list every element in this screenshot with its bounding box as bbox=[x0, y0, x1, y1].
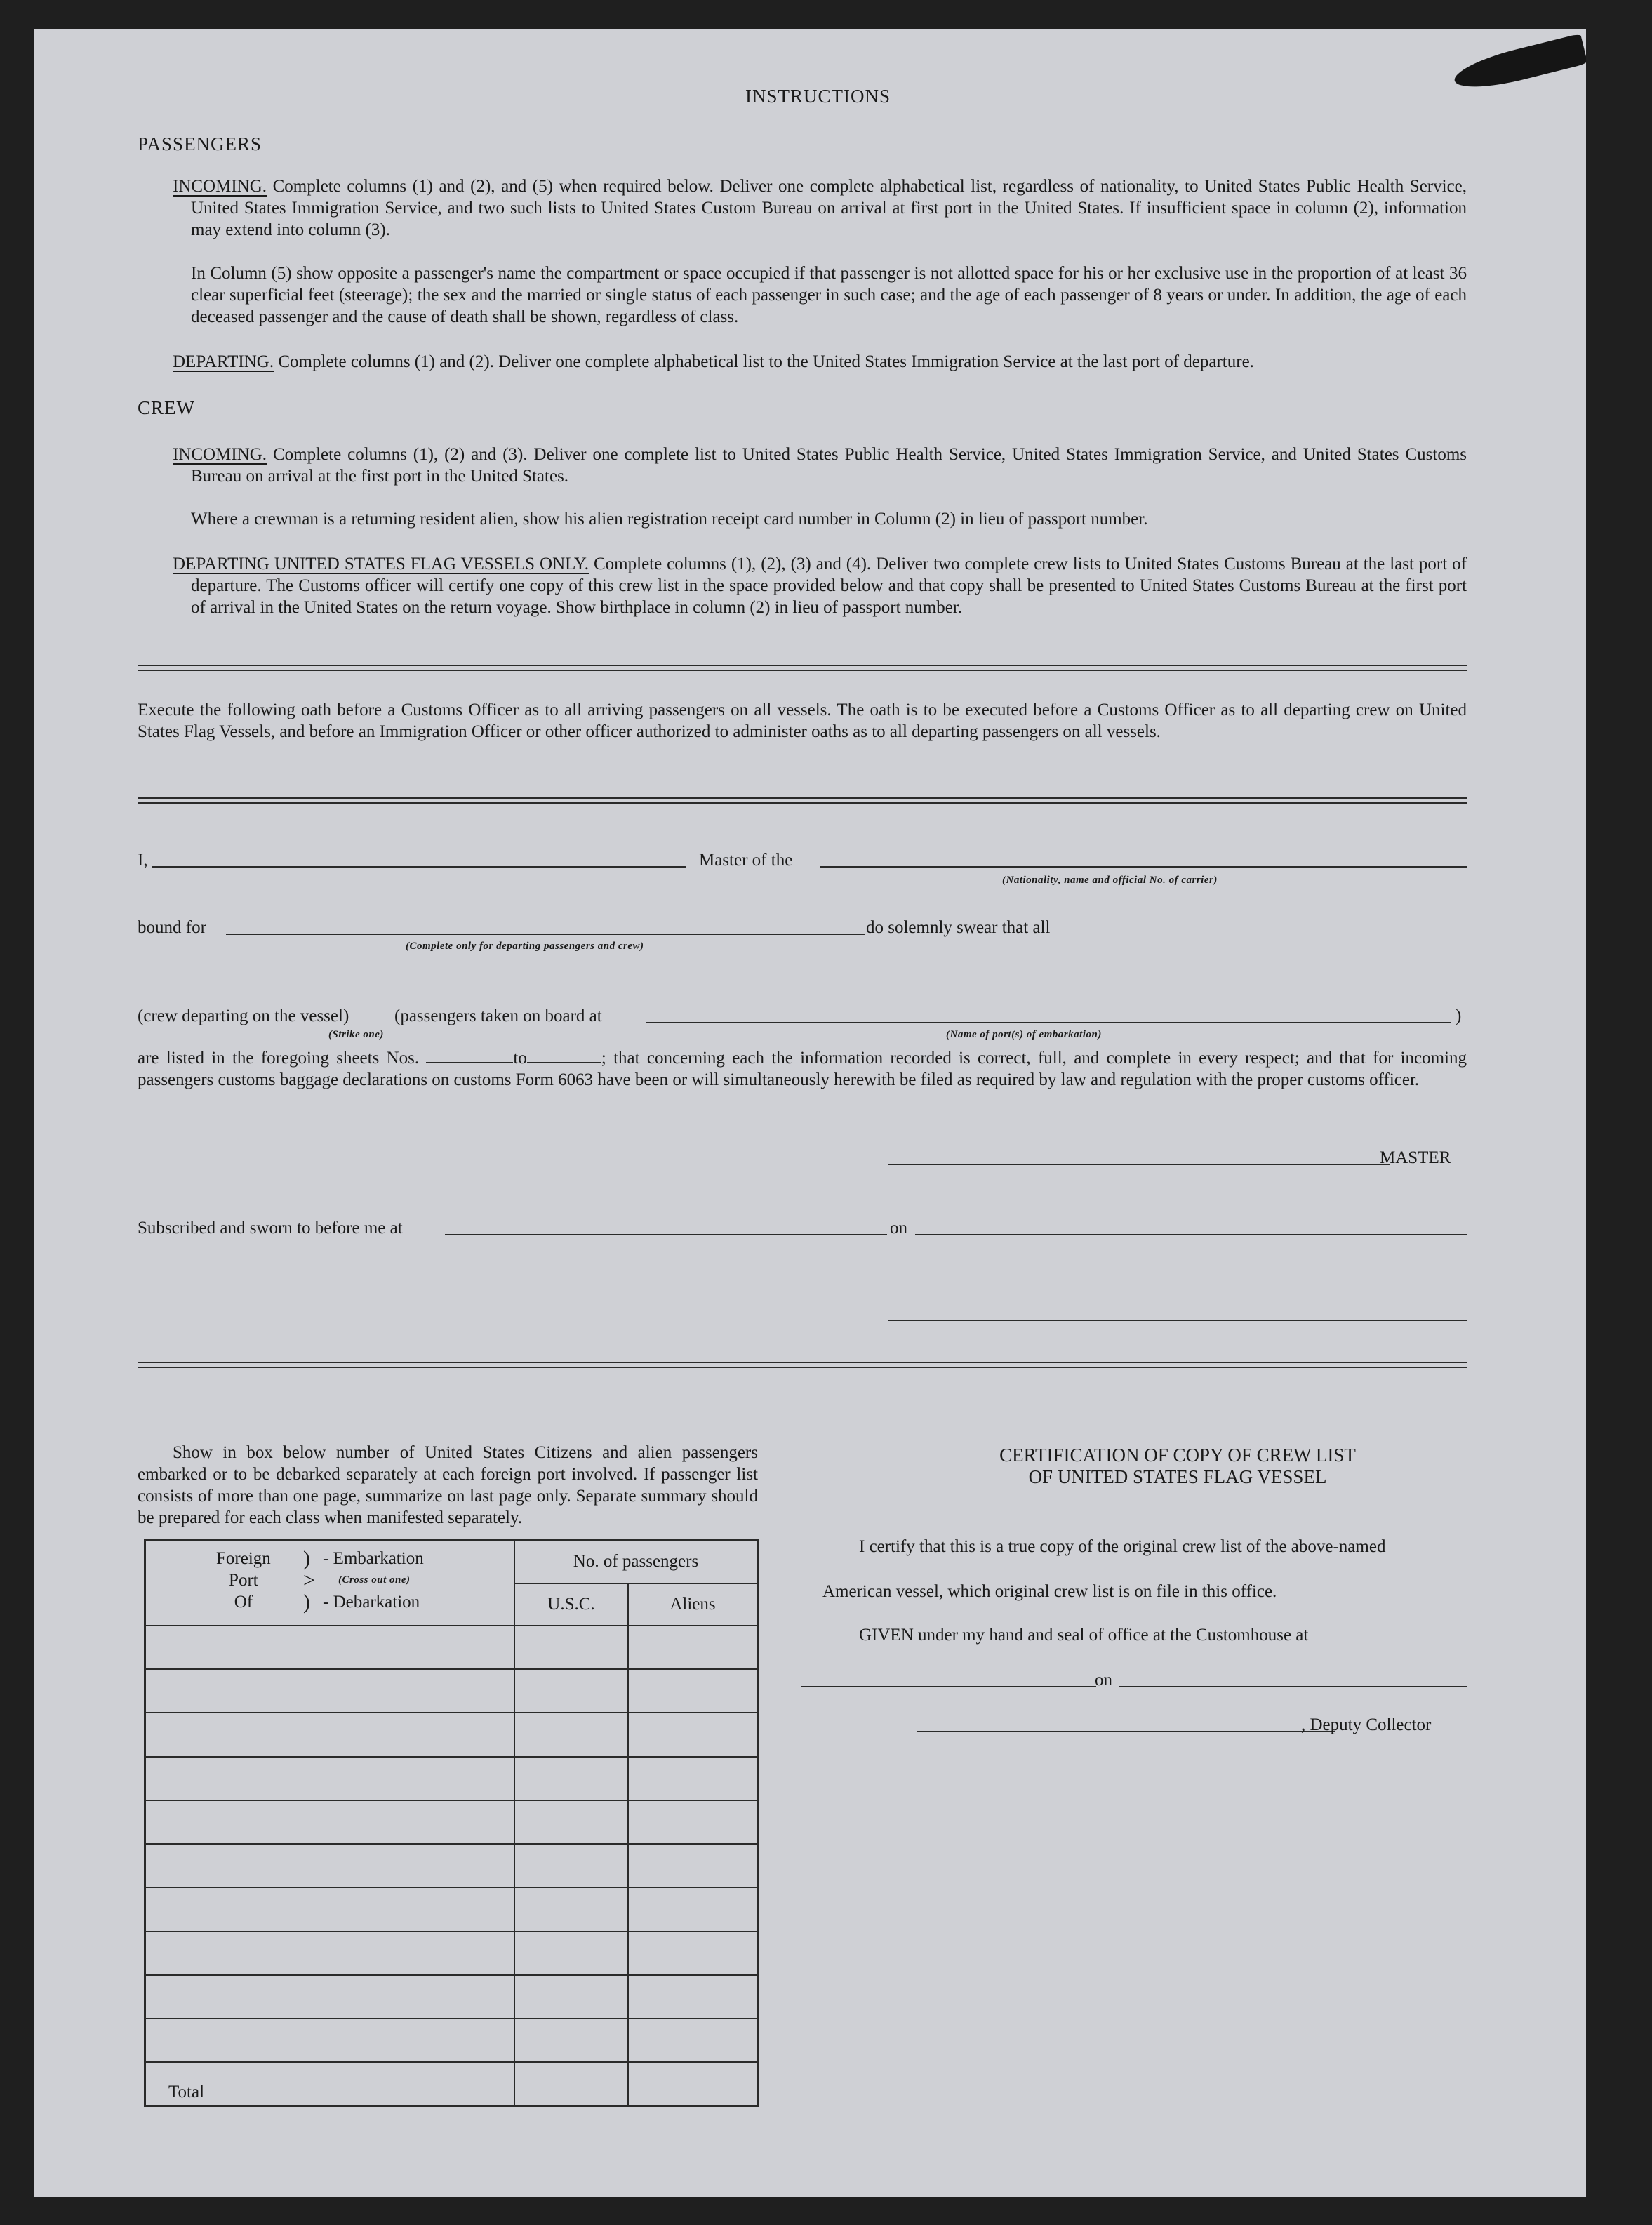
sworn-on-field[interactable] bbox=[915, 1234, 1467, 1235]
oath-intro-paragraph: Execute the following oath before a Customs Officer as to all arriving passengers on all vessels. The oath is to be executed before a Customs Officer as to all departing crew on United States Flag Vessels, and before an Immigration Officer or other officer authorized to administer oaths as to all departing passengers on all vessels. bbox=[138, 700, 1467, 741]
table-row bbox=[145, 1844, 758, 1887]
aliens-cell[interactable] bbox=[628, 1669, 758, 1713]
to-label: to bbox=[513, 1049, 527, 1068]
usc-cell[interactable] bbox=[514, 1757, 628, 1800]
subscribed-label: Subscribed and sworn to before me at bbox=[138, 1218, 403, 1237]
sheet-to-field[interactable] bbox=[527, 1048, 601, 1063]
ports-caption: (Name of port(s) of embarkation) bbox=[946, 1029, 1102, 1040]
nationality-caption: (Nationality, name and official No. of carrier) bbox=[1002, 875, 1218, 886]
port-cell[interactable] bbox=[145, 1887, 515, 1931]
summary-instructions: Show in box below number of United States Citizens and alien passengers embarked or to be debarked separately at each foreign port involved. If passenger list consists of more than one page, summarize on last page only. Separate summary should be prepared for each class when manifested separately. bbox=[138, 1443, 758, 1527]
crew-departing-label: DEPARTING UNITED STATES FLAG VESSELS ONLY. bbox=[173, 554, 589, 573]
aliens-cell[interactable] bbox=[628, 1626, 758, 1669]
cross-out-caption: (Cross out one) bbox=[338, 1574, 411, 1586]
passengers-section-label: PASSENGERS bbox=[138, 133, 262, 154]
customhouse-field[interactable] bbox=[801, 1686, 1096, 1687]
table-row bbox=[145, 1887, 758, 1931]
total-aliens-cell[interactable] bbox=[628, 2062, 758, 2106]
table-row bbox=[145, 1669, 758, 1713]
master-name-field[interactable] bbox=[152, 866, 686, 868]
master-label: MASTER bbox=[1380, 1148, 1451, 1167]
embarkation-ports-field[interactable] bbox=[646, 1022, 1451, 1023]
no-of-passengers-header: No. of passengers bbox=[514, 1540, 758, 1583]
divider bbox=[138, 1362, 1467, 1368]
passengers-incoming-label: INCOMING. bbox=[173, 177, 267, 196]
aliens-cell[interactable] bbox=[628, 1757, 758, 1800]
aliens-header: Aliens bbox=[628, 1583, 758, 1626]
table-row bbox=[145, 1757, 758, 1800]
passengers-departing-label: DEPARTING. bbox=[173, 352, 274, 371]
passenger-summary-table bbox=[144, 1539, 759, 2107]
aliens-cell[interactable] bbox=[628, 1844, 758, 1887]
debarkation-option[interactable]: - Debarkation bbox=[323, 1593, 420, 1612]
port-label: Port bbox=[229, 1571, 258, 1590]
crew-incoming-label: INCOMING. bbox=[173, 445, 267, 464]
port-cell[interactable] bbox=[145, 1713, 515, 1756]
certification-title bbox=[827, 1444, 1528, 1488]
usc-cell[interactable] bbox=[514, 1669, 628, 1713]
close-paren: ) bbox=[1456, 1007, 1462, 1025]
aliens-cell[interactable] bbox=[628, 1887, 758, 1931]
aliens-cell[interactable] bbox=[628, 1975, 758, 2019]
passengers-departing-text: Complete columns (1) and (2). Deliver one complete alphabetical list to the United States Immigration Service at the last port of departure. bbox=[278, 352, 1254, 371]
table-row bbox=[145, 2019, 758, 2062]
total-usc-cell[interactable] bbox=[514, 2062, 628, 2106]
deputy-collector-label: , Deputy Collector bbox=[1301, 1715, 1432, 1734]
usc-cell[interactable] bbox=[514, 1713, 628, 1756]
port-cell[interactable] bbox=[145, 1626, 515, 1669]
bound-for-field[interactable] bbox=[226, 934, 865, 935]
table-row bbox=[145, 1800, 758, 1844]
crew-incoming-text: Complete columns (1), (2) and (3). Deliver one complete list to United States Public Health Service, United States Immigration Service, and United States Customs Bureau on arrival at the first port in the United States. bbox=[191, 445, 1467, 486]
passengers-incoming-paragraph bbox=[173, 175, 1467, 241]
certify-line1: I certify that this is a true copy of the original crew list of the above-named bbox=[859, 1537, 1386, 1556]
master-signature-field[interactable] bbox=[888, 1164, 1390, 1165]
brace-glyph: ) > ) bbox=[303, 1547, 315, 1614]
page-title: INSTRUCTIONS bbox=[745, 86, 891, 107]
usc-cell[interactable] bbox=[514, 1626, 628, 1669]
aliens-cell[interactable] bbox=[628, 1932, 758, 1975]
port-cell[interactable] bbox=[145, 1932, 515, 1975]
bound-for-label: bound for bbox=[138, 918, 206, 937]
summary-body bbox=[145, 1626, 758, 2062]
master-of-the-label: Master of the bbox=[699, 851, 793, 870]
sworn-on-label: on bbox=[890, 1218, 907, 1237]
passengers-incoming-text: Complete columns (1) and (2), and (5) when required below. Deliver one complete alphabetical list, regardless of nationality, to United States Public Health Service, United States Immigration Service, and two such lists to United States Custom Bureau on arrival at first port in the United States. If insufficient space in column (2), information may extend into column (3). bbox=[191, 177, 1467, 239]
ink-smudge bbox=[1451, 34, 1586, 96]
usc-cell[interactable] bbox=[514, 1844, 628, 1887]
port-cell[interactable] bbox=[145, 1975, 515, 2019]
total-label: Total bbox=[145, 2062, 515, 2106]
table-row bbox=[145, 1626, 758, 1669]
crew-section-label: CREW bbox=[138, 397, 195, 418]
divider bbox=[138, 665, 1467, 671]
port-cell[interactable] bbox=[145, 1800, 515, 1844]
passengers-taken-option: (passengers taken on board at bbox=[394, 1007, 602, 1025]
sheet-from-field[interactable] bbox=[426, 1048, 513, 1063]
port-header-cell bbox=[145, 1540, 515, 1626]
usc-cell[interactable] bbox=[514, 1932, 628, 1975]
listed-paragraph bbox=[138, 1047, 1467, 1091]
usc-header: U.S.C. bbox=[514, 1583, 628, 1626]
aliens-cell[interactable] bbox=[628, 2019, 758, 2062]
certification-title-line1: CERTIFICATION OF COPY OF CREW LIST bbox=[999, 1444, 1356, 1466]
usc-cell[interactable] bbox=[514, 2019, 628, 2062]
form-page bbox=[34, 29, 1586, 2197]
embarkation-option[interactable]: - Embarkation bbox=[323, 1549, 424, 1568]
table-row bbox=[145, 1713, 758, 1756]
crew-departing-option: (crew departing on the vessel) bbox=[138, 1007, 349, 1025]
of-label: Of bbox=[234, 1593, 253, 1612]
crew-resident-paragraph: Where a crewman is a returning resident alien, show his alien registration receipt card number in Column (2) in lieu of passport number. bbox=[191, 510, 1148, 529]
crew-departing-text: Complete columns (1), (2), (3) and (4). Deliver two complete crew lists to United States Customs Bureau at the last port of departure. The Customs officer will certify one copy of this crew list in the space provided below and that copy shall be presented to United States Customs Bureau at the first port of arrival in the United States on the return voyage. Show birthplace in column (2) in lieu of passport number. bbox=[191, 554, 1467, 617]
port-cell[interactable] bbox=[145, 1757, 515, 1800]
swear-label: do solemnly swear that all bbox=[866, 918, 1051, 937]
oath-i-label: I, bbox=[138, 851, 148, 870]
given-line: GIVEN under my hand and seal of office at the Customhouse at bbox=[859, 1626, 1309, 1645]
listed-prefix: are listed in the foregoing sheets Nos. bbox=[138, 1049, 420, 1068]
crew-incoming-paragraph bbox=[173, 444, 1467, 487]
listed-text: ; that concerning each the information recorded is correct, full, and complete in every respect; and that for incoming passengers customs baggage declarations on customs Form 6063 have been or will simultaneously herewith be filed as required by law and regulation with the proper customs officer. bbox=[138, 1049, 1467, 1089]
carrier-field[interactable] bbox=[820, 866, 1467, 868]
officer-signature-field[interactable] bbox=[888, 1320, 1467, 1321]
table-row bbox=[145, 1975, 758, 2019]
port-cell[interactable] bbox=[145, 2019, 515, 2062]
sworn-at-field[interactable] bbox=[445, 1234, 887, 1235]
certify-line2: American vessel, which original crew list is on file in this office. bbox=[822, 1582, 1277, 1601]
passengers-departing-paragraph bbox=[173, 351, 1467, 373]
foreign-label: Foreign bbox=[216, 1549, 271, 1568]
deputy-signature-field[interactable] bbox=[917, 1731, 1335, 1732]
cert-date-field[interactable] bbox=[1119, 1686, 1467, 1687]
aliens-cell[interactable] bbox=[628, 1800, 758, 1844]
aliens-cell[interactable] bbox=[628, 1713, 758, 1756]
cert-on-label: on bbox=[1095, 1671, 1112, 1689]
port-cell[interactable] bbox=[145, 1669, 515, 1713]
passengers-column5-paragraph: In Column (5) show opposite a passenger's name the compartment or space occupied if that passenger is not allotted space for his or her exclusive use in the proportion of at least 36 clear superficial feet (steerage); the sex and the married or single status of each passenger in such case; and the age of each passenger of 8 years or under. In addition, the age of each deceased passenger and the cause of death shall be shown, regardless of class. bbox=[191, 264, 1467, 326]
usc-cell[interactable] bbox=[514, 1800, 628, 1844]
strike-one-caption: (Strike one) bbox=[328, 1029, 384, 1040]
complete-only-caption: (Complete only for departing passengers and crew) bbox=[406, 941, 644, 952]
port-cell[interactable] bbox=[145, 1844, 515, 1887]
certification-title-line2: OF UNITED STATES FLAG VESSEL bbox=[1028, 1466, 1327, 1487]
usc-cell[interactable] bbox=[514, 1887, 628, 1931]
table-row bbox=[145, 1932, 758, 1975]
crew-departing-paragraph bbox=[173, 553, 1467, 618]
usc-cell[interactable] bbox=[514, 1975, 628, 2019]
divider bbox=[138, 797, 1467, 804]
